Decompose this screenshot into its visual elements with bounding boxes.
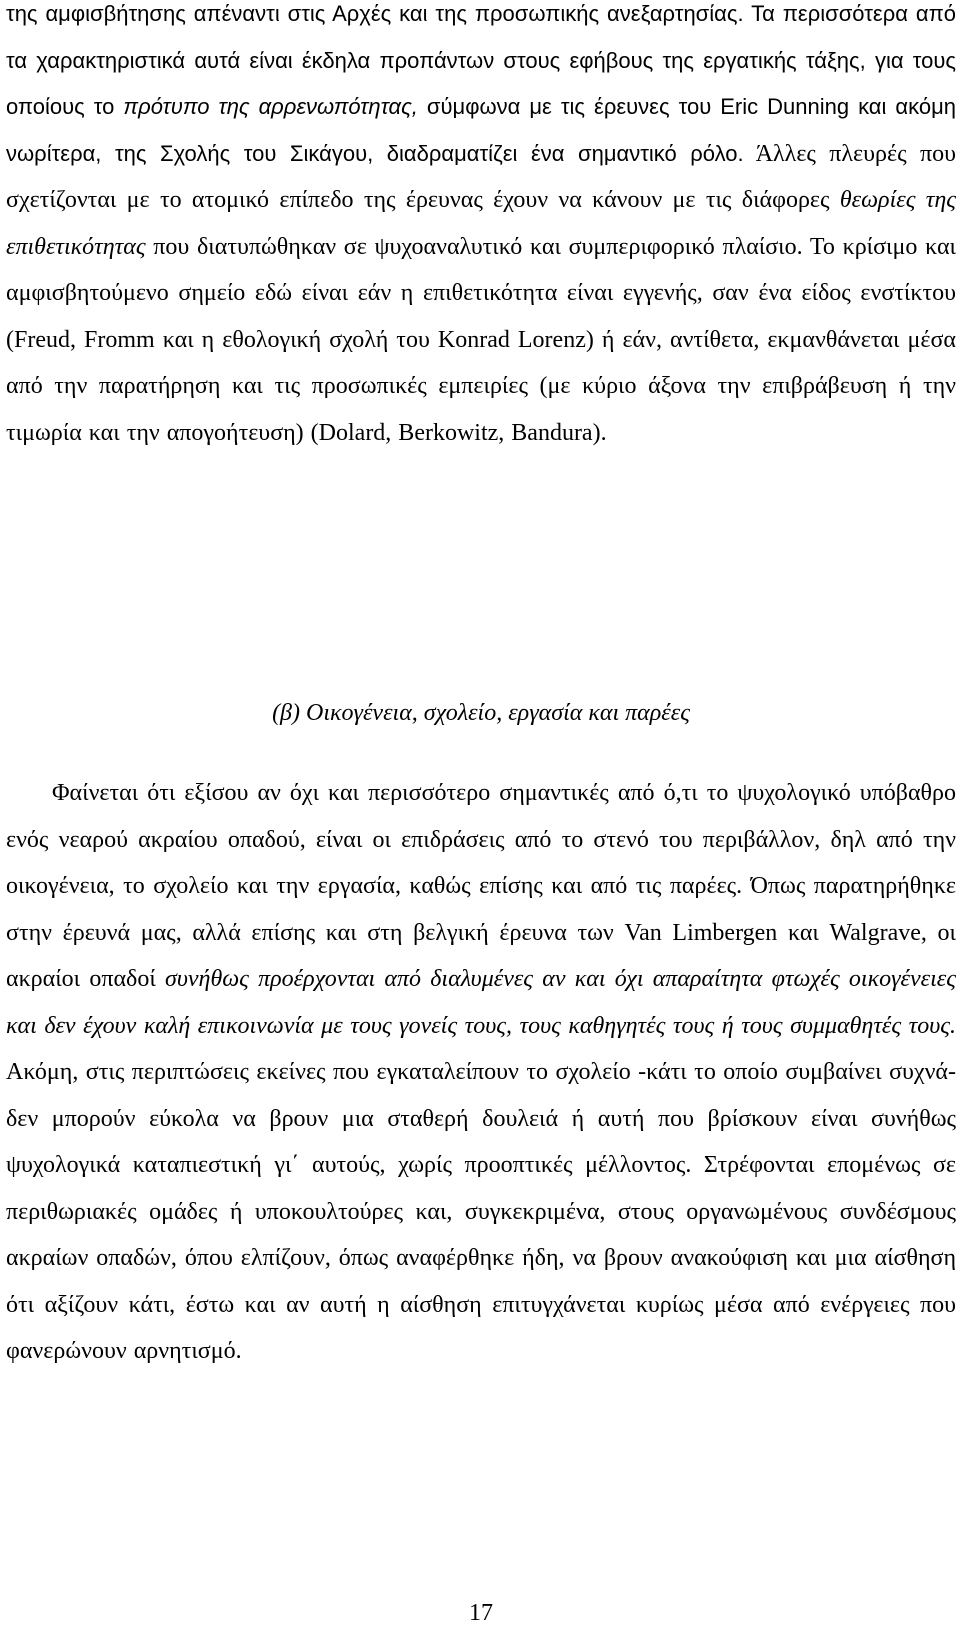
italic-phrase: συνήθως προέρχονται από διαλυμένες αν και όχι απαραίτητα φτωχές οικογένειες και δεν έχουν καλή επικοινωνία με τους γονείς τους, τους καθηγητές τους ή τους συμμαθητές τους.	[6, 966, 956, 1039]
document-page	[6, 0, 956, 1640]
paragraph-aggression-theories	[6, 0, 956, 456]
italic-phrase: θεωρίες της επιθετικότητας	[6, 187, 956, 260]
page-number: 17	[469, 1600, 493, 1626]
paragraph-text: Ακόμη, στις περιπτώσεις εκείνες που εγκαταλείπουν το σχολείο -κάτι το οποίο συμβαίνει συχνά- δεν μπορούν εύκολα να βρουν μια σταθερή δουλειά ή αυτή που βρίσκουν είναι συνήθως ψυχολογικά καταπιεστική γι΄ αυτούς, χωρίς προοπτικές μέλλοντος. Στρέφονται επομένως σε περιθωριακές ομάδες ή υποκουλτούρες και, συγκεκριμένα, στους οργανωμένους συνδέσμους ακραίων οπαδών, όπου ελπίζουν, όπως αναφέρθηκε ήδη, να βρουν ανακούφιση και μια αίσθηση ότι αξίζουν κάτι, έστω και αν αυτή η αίσθηση επιτυγχάνεται κυρίως μέσα από ενέργειες που φανερώνουν αρνητισμό.	[6, 1059, 956, 1364]
italic-phrase: πρότυπο της αρρενωπότητας,	[123, 94, 418, 119]
paragraph-family-school-work	[6, 770, 956, 1375]
paragraph-text: που διατυπώθηκαν σε ψυχοαναλυτικό και συμπεριφορικό πλαίσιο. Το κρίσιμο και αμφισβητούμενο σημείο εδώ είναι εάν η επιθετικότητα είναι εγγενής, σαν ένα είδος ενστίκτου (Freud, Fromm και η εθολογική σχολή του Konrad Lorenz) ή εάν, αντίθετα, εκμανθάνεται μέσα από την παρατήρηση και τις προσωπικές εμπειρίες (με κύριο άξονα την επιβράβευση ή την τιμωρία και την απογοήτευση) (Dolard, Berkowitz, Bandura).	[6, 233, 956, 446]
section-heading: (β) Οικογένεια, σχολείο, εργασία και παρέες	[272, 700, 690, 726]
paragraph-text: σύμφωνα με τις έρευνες του Eric Dunning και ακόμη νωρίτερα, της Σχολής του Σικάγου, διαδραματίζει ένα σημαντικό ρόλο.	[6, 94, 957, 166]
paragraph-text: Άλλες πλευρές που σχετίζονται με το ατομικό επίπεδο της έρευνας έχουν να κάνουν με τις διάφορες	[6, 140, 956, 213]
paragraph-text: Φαίνεται ότι εξίσου αν όχι και περισσότερο σημαντικές από ό,τι το ψυχολογικό υπόβαθρο ενός νεαρού ακραίου οπαδού, είναι οι επιδράσεις από το στενό του περιβάλλον, δηλ από την οικογένεια, το σχολείο και την εργασία, καθώς επίσης και από τις παρέες. Όπως παρατηρήθηκε στην έρευνά μας, αλλά επίσης και στη βελγική έρευνα των Van Limbergen και Walgrave, οι ακραίοι οπαδοί	[6, 780, 956, 992]
paragraph-text: της αμφισβήτησης απέναντι στις Αρχές και της προσωπικής ανεξαρτησίας. Τα περισσότερα από τα χαρακτηριστικά αυτά είναι έκδηλα προπάντων στους εφήβους της εργατικής τάξης, για τους οποίους το	[6, 1, 956, 119]
